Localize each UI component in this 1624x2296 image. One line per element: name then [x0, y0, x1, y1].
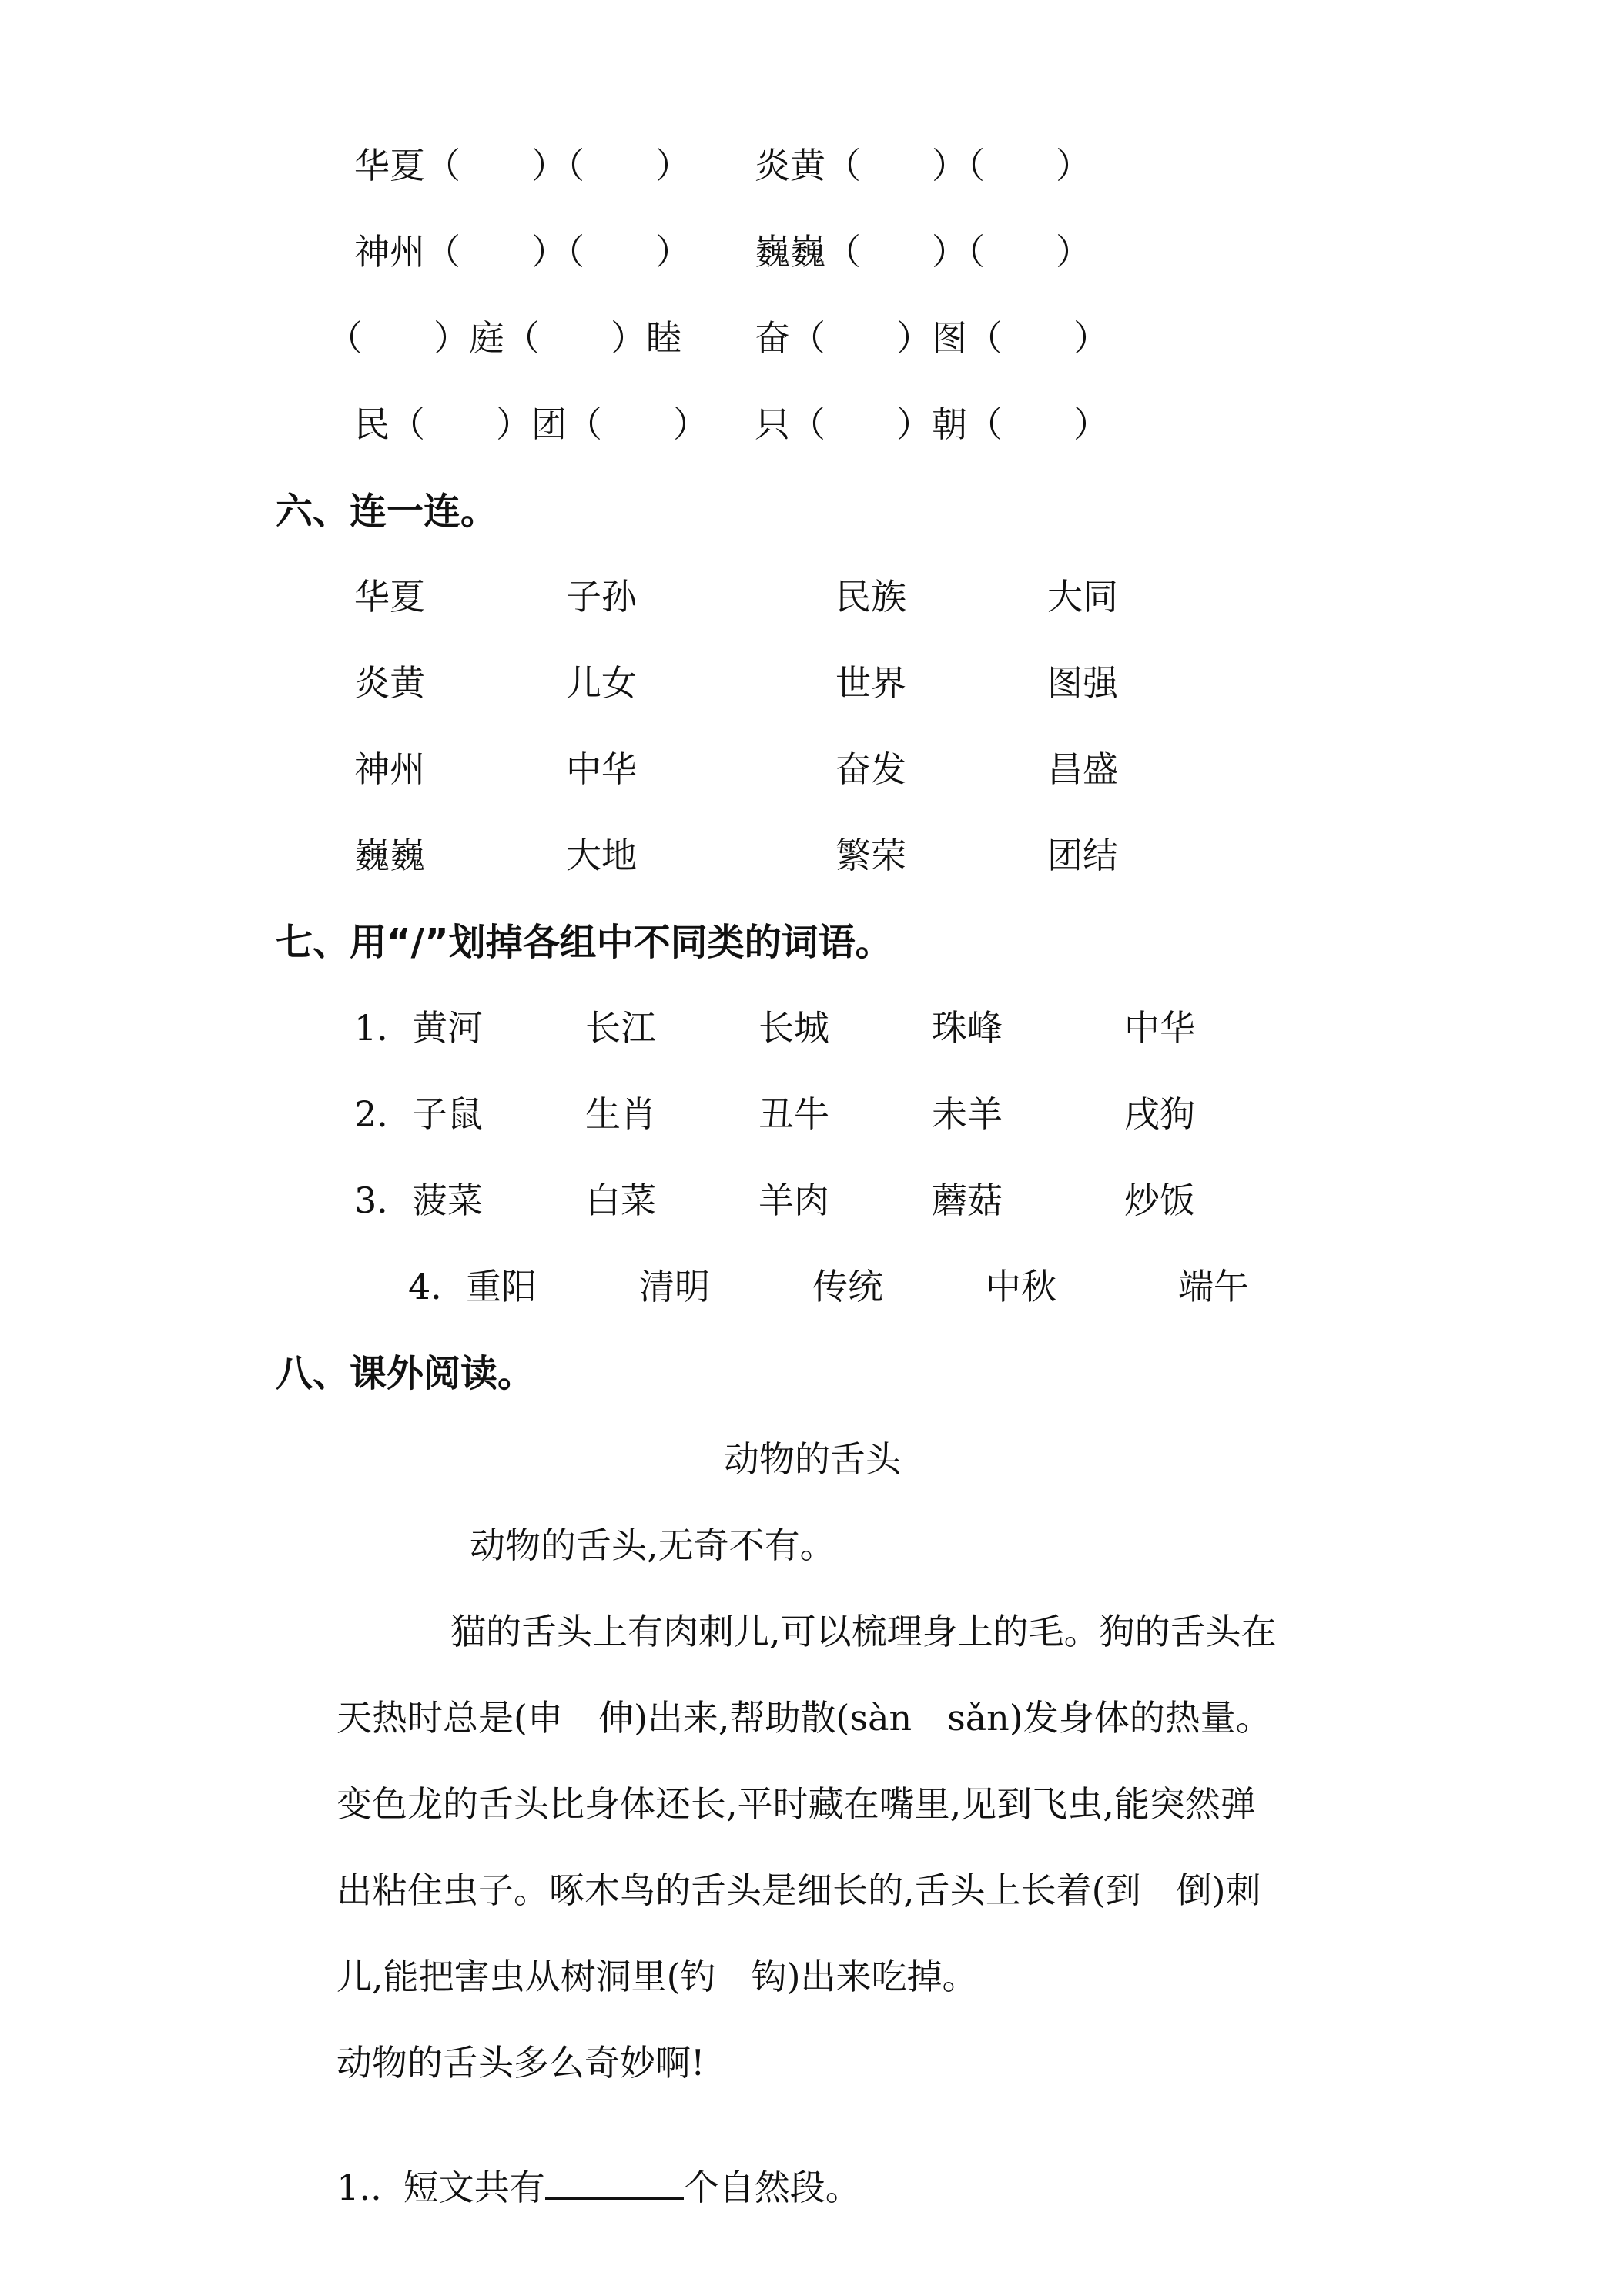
passage-line: 动物的舌头多么奇妙啊! [337, 2042, 705, 2083]
match-word: 世界 [835, 662, 906, 704]
item-number: 2． [354, 1093, 413, 1135]
match-word: 奋发 [835, 748, 906, 790]
classify-word: 长城 [758, 1007, 829, 1049]
match-word: 神州 [354, 748, 425, 790]
passage-line: 天热时总是(申 伸)出来,帮助散(sàn sǎn)发身体的热量。 [337, 1697, 1271, 1739]
classify-word: 羊肉 [758, 1180, 829, 1221]
fill-row-4-left: 民（ ）团（ ） [354, 403, 708, 445]
match-word: 儿女 [566, 662, 637, 704]
classify-word: 重阳 [466, 1266, 537, 1307]
fill-row-1-left: 华夏（ ）（ ） [354, 145, 691, 186]
match-word: 团结 [1047, 835, 1118, 876]
classify-word: 白菜 [585, 1180, 656, 1221]
classify-word: 珠峰 [932, 1007, 1003, 1049]
match-word: 巍巍 [354, 835, 425, 876]
classify-word: 生肖 [585, 1093, 656, 1135]
section6-heading: 六、连一连。 [276, 490, 498, 533]
classify-word: 炒饭 [1124, 1180, 1195, 1221]
passage-line: 出粘住虫子。啄木鸟的舌头是细长的,舌头上长着(到 倒)刺 [337, 1869, 1261, 1911]
classify-word: 戌狗 [1124, 1093, 1195, 1135]
passage-line: 儿,能把害虫从树洞里(钓 钩)出来吃掉。 [337, 1956, 978, 1997]
section8-heading: 八、课外阅读。 [276, 1352, 535, 1395]
match-word: 大地 [566, 835, 637, 876]
passage-line: 猫的舌头上有肉刺儿,可以梳理身上的毛。狗的舌头在 [450, 1611, 1277, 1652]
passage-line: 动物的舌头,无奇不有。 [470, 1525, 835, 1566]
classify-word: 中华 [1124, 1007, 1195, 1049]
match-word: 子孙 [566, 576, 637, 618]
classify-word: 端午 [1178, 1266, 1249, 1307]
fill-row-1-right: 炎黄（ ）（ ） [755, 145, 1091, 186]
classify-word: 菠菜 [412, 1180, 483, 1221]
passage-title: 动物的舌头 [724, 1438, 901, 1480]
fill-row-3-right: 奋（ ）图（ ） [755, 317, 1109, 359]
classify-word: 黄河 [412, 1007, 483, 1049]
classify-word: 蘑菇 [932, 1180, 1003, 1221]
classify-word: 子鼠 [412, 1093, 483, 1135]
fill-row-4-right: 只（ ）朝（ ） [755, 403, 1109, 445]
classify-word: 中秋 [986, 1266, 1056, 1307]
match-word: 昌盛 [1047, 748, 1118, 790]
match-word: 大同 [1047, 576, 1118, 618]
question-number: 1.. [337, 2167, 382, 2208]
match-word: 炎黄 [354, 662, 425, 704]
question-1 [314, 2131, 861, 2208]
fill-row-2-right: 巍巍（ ）（ ） [755, 231, 1091, 273]
match-word: 华夏 [354, 576, 425, 618]
classify-word: 长江 [585, 1007, 656, 1049]
item-number: 3． [354, 1180, 413, 1221]
question-text-after: 个自然段。 [683, 2167, 861, 2208]
classify-word: 传统 [812, 1266, 883, 1307]
match-word: 民族 [835, 576, 906, 618]
fill-row-2-left: 神州（ ）（ ） [354, 231, 691, 273]
section7-heading: 七、用“/”划掉各组中不同类的词语。 [276, 921, 892, 964]
answer-blank[interactable] [545, 2167, 684, 2200]
match-word: 图强 [1047, 662, 1118, 704]
fill-row-3-left: （ ）庭（ ）睦 [327, 317, 681, 359]
item-number: 1． [354, 1007, 413, 1049]
match-word: 中华 [566, 748, 637, 790]
question-text-before: 短文共有 [403, 2167, 545, 2208]
classify-word: 未羊 [932, 1093, 1003, 1135]
match-word: 繁荣 [835, 835, 906, 876]
classify-word: 清明 [639, 1266, 710, 1307]
classify-word: 丑牛 [758, 1093, 829, 1135]
item-number: 4． [408, 1266, 467, 1307]
passage-line: 变色龙的舌头比身体还长,平时藏在嘴里,见到飞虫,能突然弹 [337, 1783, 1256, 1825]
